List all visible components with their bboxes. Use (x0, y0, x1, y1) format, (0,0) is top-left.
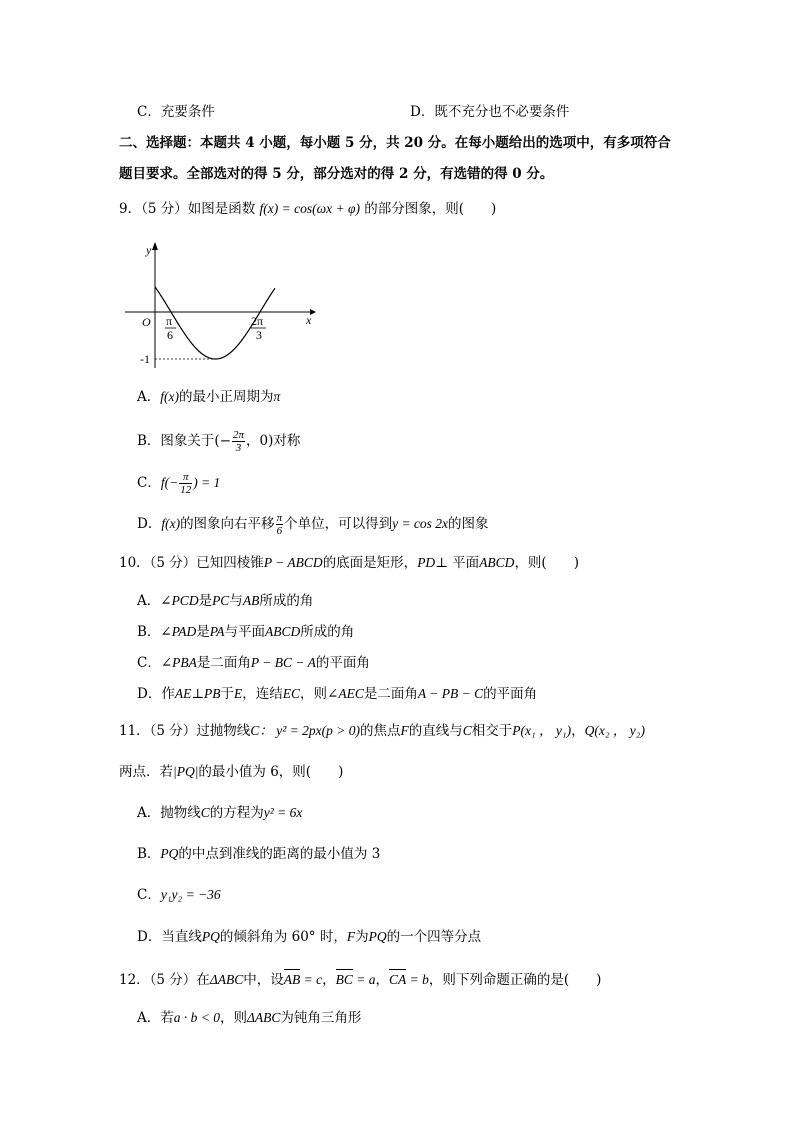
vector-bc: BC (335, 972, 353, 987)
math: a · b < 0 (173, 1010, 220, 1025)
q9-option-a (137, 388, 280, 406)
text: 相交于 (471, 723, 513, 739)
text: 为 (355, 929, 369, 945)
text: D．当直线 (137, 929, 202, 945)
denominator: 12 (180, 484, 192, 496)
math: PA (209, 624, 225, 639)
text: 中，设 (243, 972, 284, 988)
text: B．∠ (137, 624, 172, 640)
math: P − ABCD (263, 555, 323, 570)
math: AEC (338, 686, 364, 701)
math: ) = 1 (193, 475, 221, 490)
text: 的一个四等分点 (386, 929, 482, 945)
q10-option-d (137, 685, 537, 703)
text: 12．（5 分）在 (119, 972, 210, 988)
tick1-denominator: 6 (167, 328, 173, 342)
math: π (273, 389, 281, 404)
fraction (232, 429, 245, 454)
text: 与平面 (224, 624, 266, 640)
text: 11．（5 分）过抛物线 (119, 723, 251, 739)
text: ，则下列命题正确的是( ) (428, 972, 602, 988)
math: y₁y₂ = −36 (160, 887, 221, 902)
text: 的倾斜角为 60° 时， (219, 929, 347, 945)
text: ⊥ 平面 (435, 555, 480, 571)
text: ， (322, 972, 336, 988)
math: C (462, 723, 472, 738)
q11-stem (119, 722, 645, 740)
origin-label: O (142, 315, 151, 329)
denominator: 3 (235, 442, 242, 454)
option-label: D． (137, 516, 162, 532)
q9-stem-suffix: 的部分图象，则( ) (364, 201, 497, 217)
vector-ab: AB (283, 972, 301, 987)
text: C． (137, 887, 161, 903)
text: 个单位，可以得到 (284, 516, 393, 532)
text: 于 (220, 686, 235, 702)
q9-option-d (137, 512, 489, 537)
option-label: A． (137, 389, 161, 405)
q11-option-c (137, 886, 221, 904)
text: 的方程为 (209, 805, 264, 821)
text: ， (571, 723, 585, 739)
q9-stem-prefix: 9．（5 分）如图是函数 (119, 201, 256, 217)
text: B．图象关于 (137, 433, 215, 449)
text: 的图象向右平移 (180, 516, 275, 532)
math: ΔABC (209, 972, 244, 987)
math: AE (174, 686, 192, 701)
numerator: 2π (233, 429, 245, 441)
text: 是 (196, 624, 210, 640)
math: f(x) (160, 389, 179, 404)
text: A．若 (137, 1010, 174, 1026)
text: 的平面角 (483, 686, 538, 702)
math: C (250, 723, 260, 738)
text: 为钝角三角形 (280, 1010, 362, 1026)
math: PAD (171, 624, 197, 639)
q9-function: f(x) = cos(ωx + φ) (259, 201, 360, 216)
math: f(− (160, 475, 179, 490)
math: ABCD (265, 624, 301, 639)
text: 两点．若 (119, 764, 173, 780)
math: = c (300, 972, 323, 987)
math: PBA (172, 655, 197, 670)
q10-stem (119, 554, 579, 572)
math: PD (417, 555, 436, 570)
math: y = cos 2x (392, 516, 449, 531)
q10-option-c (137, 654, 370, 672)
text: B． (137, 846, 161, 862)
q12-option-a (137, 1009, 361, 1027)
q11-option-a (137, 804, 302, 822)
text: A．抛物线 (137, 805, 201, 821)
q10-option-b (137, 623, 354, 641)
math: F (346, 929, 356, 944)
math: PC (212, 593, 230, 608)
math: ： y² = 2px(p > 0) (259, 723, 360, 738)
q8-option-d: D．既不充分也不必要条件 (410, 104, 570, 120)
vector-ca: CA (388, 972, 407, 987)
math: PB (204, 686, 221, 701)
math: F (400, 723, 409, 738)
text: 所成的角 (259, 593, 314, 609)
section2-heading-line1: 二、选择题：本题共 4 小题，每小题 5 分，共 20 分。在每小题给出的选项中，有多项符合 (119, 135, 671, 151)
q10-option-a (137, 592, 313, 610)
math: AB (242, 593, 260, 608)
text: D．作 (137, 686, 175, 702)
math: f(x) (161, 516, 181, 531)
min-value-label: -1 (140, 352, 150, 366)
tick2-denominator: 3 (256, 328, 262, 342)
math: A − PB − C (417, 686, 484, 701)
math: |PQ| (173, 764, 199, 779)
text: 与 (229, 593, 243, 609)
q11-option-b (137, 845, 380, 863)
text: ，则 (220, 1010, 247, 1026)
math: ΔABC (247, 1010, 281, 1025)
math: ABCD (479, 555, 515, 570)
math: = b (406, 972, 429, 987)
text: 的最小正周期为 (178, 389, 274, 405)
math: ，0) (246, 433, 274, 449)
fraction (179, 471, 192, 496)
math: E (234, 686, 243, 701)
math: PCD (171, 593, 199, 608)
numerator: π (276, 512, 283, 524)
text: ⊥ (191, 686, 205, 702)
text: ，连结 (242, 686, 283, 702)
q11-stem-line2 (119, 763, 343, 781)
math: PQ (201, 929, 220, 944)
fraction (276, 512, 284, 537)
y-axis-label: y (146, 243, 152, 257)
text: ， (375, 972, 389, 988)
text: ，则∠ (300, 686, 339, 702)
text: C．∠ (137, 655, 173, 671)
text: 对称 (273, 433, 301, 449)
math: PQ (160, 846, 179, 861)
text: 的底面是矩形， (322, 555, 418, 571)
q12-stem (119, 971, 601, 989)
q9-stem (119, 200, 496, 218)
tick1-numerator: π (166, 314, 173, 328)
text: 所成的角 (300, 624, 355, 640)
math: C (200, 805, 210, 820)
numerator: π (179, 471, 192, 484)
text: 10．（5 分）已知四棱锥 (119, 555, 264, 571)
q9-cosine-graph (120, 238, 320, 373)
section2-heading-line2: 题目要求。全部选对的得 5 分，部分选对的得 2 分，有选错的得 0 分。 (119, 166, 554, 182)
q8-option-c: C．充要条件 (137, 104, 215, 120)
math: Q(x₂ ， y₂) (584, 723, 645, 738)
tick2-numerator: 2π (251, 314, 264, 328)
text: ，则( ) (514, 555, 579, 571)
denominator: 6 (276, 525, 283, 537)
q9-option-b (137, 429, 300, 454)
text: 是 (198, 593, 213, 609)
math: P − BC − A (250, 655, 316, 670)
text: 是二面角 (196, 655, 251, 671)
text: A．∠ (137, 593, 172, 609)
text: 的直线与 (408, 723, 463, 739)
option-label: C． (137, 475, 161, 491)
math: P(x₁ ， y₁) (512, 723, 572, 738)
text: 的图象 (448, 516, 489, 532)
x-axis-label: x (306, 313, 312, 327)
q11-option-d (137, 928, 481, 946)
math: PQ (368, 929, 387, 944)
math: = a (352, 972, 376, 987)
text: 是二面角 (363, 686, 418, 702)
math: (− (214, 433, 232, 449)
text: 的中点到准线的距离的最小值为 3 (178, 846, 381, 862)
text: 的焦点 (359, 723, 401, 739)
math: EC (282, 686, 301, 701)
math: y² = 6x (263, 805, 303, 820)
q9-option-c (137, 471, 220, 496)
text: 的最小值为 6，则( ) (198, 764, 344, 780)
y-axis-arrow (152, 242, 158, 250)
text: 的平面角 (315, 655, 370, 671)
